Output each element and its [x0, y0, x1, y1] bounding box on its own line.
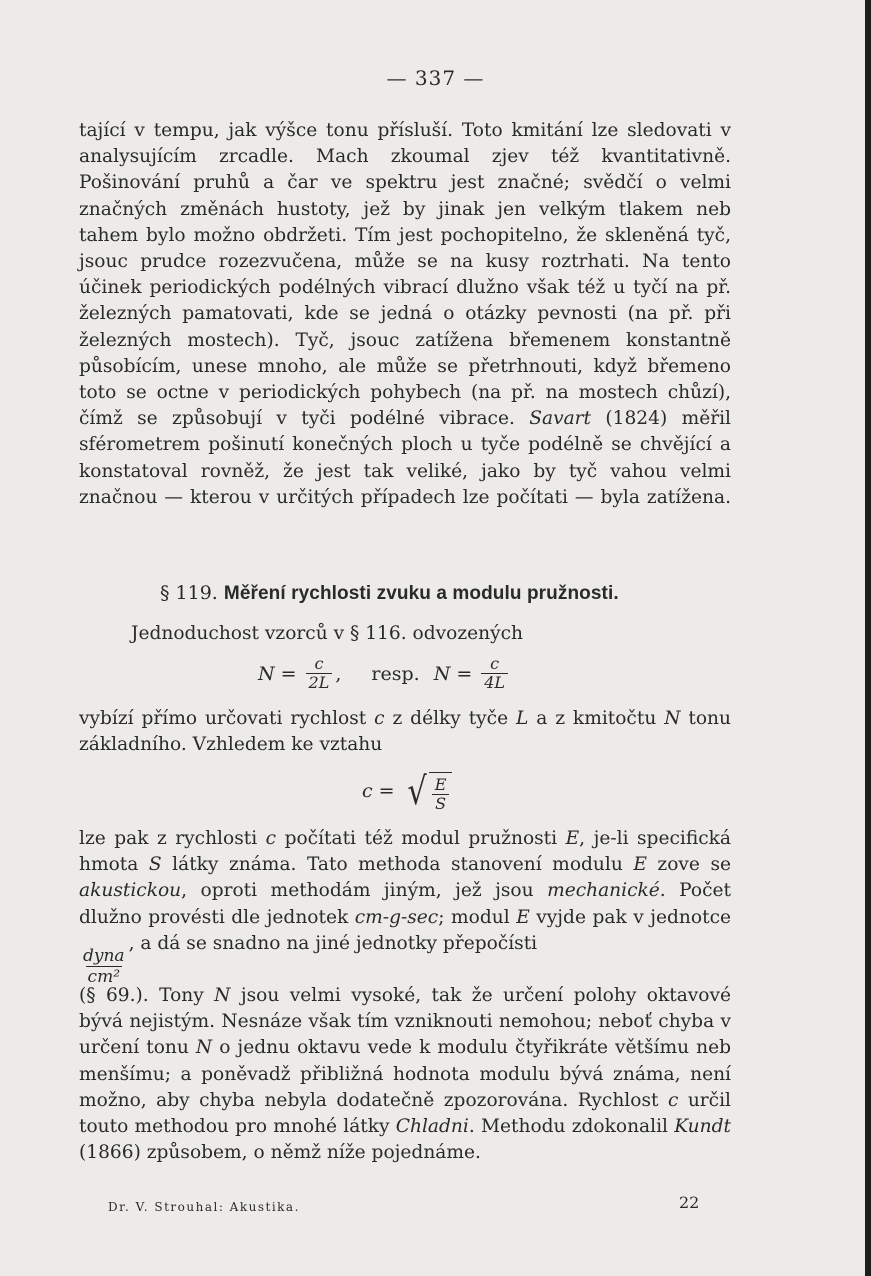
- page-number: — 337 —: [386, 66, 485, 90]
- p3-text-1: lze pak z rychlosti: [79, 828, 266, 849]
- p3-var-e2: E: [633, 854, 647, 876]
- p4-text-4: určil touto methodou pro mnohé látky: [79, 1089, 731, 1138]
- name-chladni: Chladni: [395, 1116, 469, 1138]
- p4-var-c: c: [667, 1089, 679, 1111]
- page-edge: [865, 0, 871, 1276]
- paragraph-1-text: tající v tempu, jak výšce tonu přísluší. Toto kmitání lze sledovati v analysujícím zrcadle. Mach zkoumal zjev též kvantitativně. Pošinování pruhů a čar ve spektru jest značné; svědčí o velmi značných změnách hustoty, jež by jinak jen velkým tlakem neb tahem bylo možno obdržeti. Tím jest pochopitelno, že skleněná tyč, jsouc prudce rozezvučena, může se na kusy roztrhati. Na tento účinek periodických podélných vibrací dlužno však též u tyčí na př. železných pamatovati, kde se jedná o otázky pevnosti (na př. při železných mostech). Tyč, jsouc zatížena břemenem konstantně působícím, unese mnoho, ale může se přetrhnouti, když břemeno toto se octne v periodických pohybech (na př. na mostech chůzí), čímž se způsobují v tyči podélné vibrace.: [79, 120, 731, 430]
- formula1-sep: ,: [335, 662, 342, 685]
- p4-text-5: . Methodu zdokonalil: [468, 1116, 675, 1138]
- p2-text-1: vybízí přímo určovati rychlost: [79, 708, 375, 729]
- p3-text-8: ; modul: [438, 906, 517, 928]
- formula1-frac1: [306, 655, 333, 692]
- p3-text-2: počítati též modul pružnosti: [276, 828, 566, 849]
- p3-mechanicke: mechanické: [547, 880, 660, 902]
- p3-akustickou: akustickou: [79, 880, 182, 902]
- formula2-sqrt: [405, 766, 453, 816]
- formula1-num2: c: [490, 654, 500, 673]
- footer-signature: Dr. V. Strouhal: Akustika.: [108, 1200, 300, 1214]
- name-savart: Savart: [529, 408, 592, 430]
- p3-text-9: vyjde pak v jednotce: [529, 906, 731, 928]
- p4-text-6: (1866) způsobem, o němž níže pojednáme.: [79, 1142, 481, 1164]
- p3-text-6: , oproti methodám jiným, jež jsou: [181, 880, 548, 902]
- paragraph-3: [79, 826, 731, 987]
- p3-var-e: E: [565, 828, 580, 849]
- formula-c-sqrt: [362, 766, 452, 816]
- p3-var-s: S: [148, 854, 162, 876]
- p3-frac-num: dyna: [83, 945, 125, 966]
- intro-line: Jednoduchost vzorců v § 116. odvozených: [131, 623, 523, 644]
- formula2-lhs: c: [362, 780, 373, 802]
- p3-frac-den: cm²: [87, 966, 121, 987]
- paragraph-4: [79, 983, 731, 1166]
- p4-var-n: N: [214, 985, 231, 1006]
- paragraph-2: [79, 706, 731, 758]
- paragraph-1-rest: (1824) měřil sférometrem pošinutí konečných ploch u tyče podélně se chvějící a konstatoval rovněž, že jest tak veliké, jako by tyč vahou velmi značnou — kterou v určitých případech lze počítati — byla zatížena.: [79, 408, 731, 508]
- p3-text-7: . Počet dlužno provésti dle jednotek: [79, 880, 731, 928]
- formula2-num: E: [434, 775, 447, 794]
- p2-text-4: tonu základního. Vzhledem ke vztahu: [79, 708, 731, 756]
- p3-text-4: látky známa. Tato methoda stanovení modulu: [161, 854, 634, 876]
- formula-n-c-l: [258, 655, 511, 692]
- formula2-den: S: [432, 794, 449, 813]
- formula1-num1: c: [314, 654, 324, 673]
- formula1-lhs1: N: [258, 662, 275, 685]
- p3-var-c: c: [265, 828, 277, 849]
- formula2-eq: =: [378, 780, 395, 802]
- sqrt-icon: √: [407, 769, 427, 813]
- p2-var-l: L: [516, 708, 529, 729]
- p3-var-e3: E: [516, 906, 530, 928]
- p4-text-3: o jednu oktavu vede k modulu čtyřikráte většímu neb menšímu; a poněvadž přibližná hodnota modulu bývá známa, není možno, aby chyba nebyla dodatečně zpozorována. Rychlost: [79, 1037, 731, 1111]
- formula1-eq1: =: [280, 662, 297, 685]
- formula1-den2: 4L: [481, 673, 508, 692]
- formula2-frac: [432, 776, 450, 813]
- p4-text-1: (§ 69.). Tony: [79, 985, 215, 1006]
- p4-var-n2: N: [195, 1037, 213, 1059]
- p3-text-5: zove se: [646, 854, 731, 876]
- p2-var-n: N: [664, 708, 681, 729]
- formula1-frac2: [481, 655, 508, 692]
- name-kundt: Kundt: [674, 1116, 732, 1138]
- p2-var-c: c: [374, 708, 385, 729]
- paragraph-1: [79, 118, 731, 537]
- formula1-eq2: =: [456, 662, 473, 685]
- p2-text-3: a z kmitočtu: [528, 708, 665, 729]
- formula1-lhs2: N: [433, 662, 451, 685]
- p2-text-2: z délky tyče: [384, 708, 516, 729]
- section-heading: [160, 580, 760, 607]
- p3-unit-fraction: [81, 946, 127, 987]
- formula1-resp: resp.: [371, 662, 420, 685]
- formula1-den1: 2L: [306, 673, 333, 692]
- p3-units: cm-g-sec: [354, 906, 439, 928]
- p3-text-10: , a dá se snadno na jiné jednotky přepočísti: [128, 932, 538, 954]
- p3-text-3: , je-li specifická hmota: [79, 828, 731, 876]
- p4-text-2: jsou velmi vysoké, tak že určení polohy oktavové bývá nejistým. Nesnáze však tím vzniknouti nemohou; neboť chyba v určení tonu: [79, 985, 731, 1059]
- section-number: § 119.: [160, 582, 218, 604]
- section-title: Měření rychlosti zvuku a modulu pružnosti.: [223, 583, 619, 604]
- footer-sheet-number: 22: [679, 1193, 700, 1212]
- formula2-radicand: [429, 772, 453, 816]
